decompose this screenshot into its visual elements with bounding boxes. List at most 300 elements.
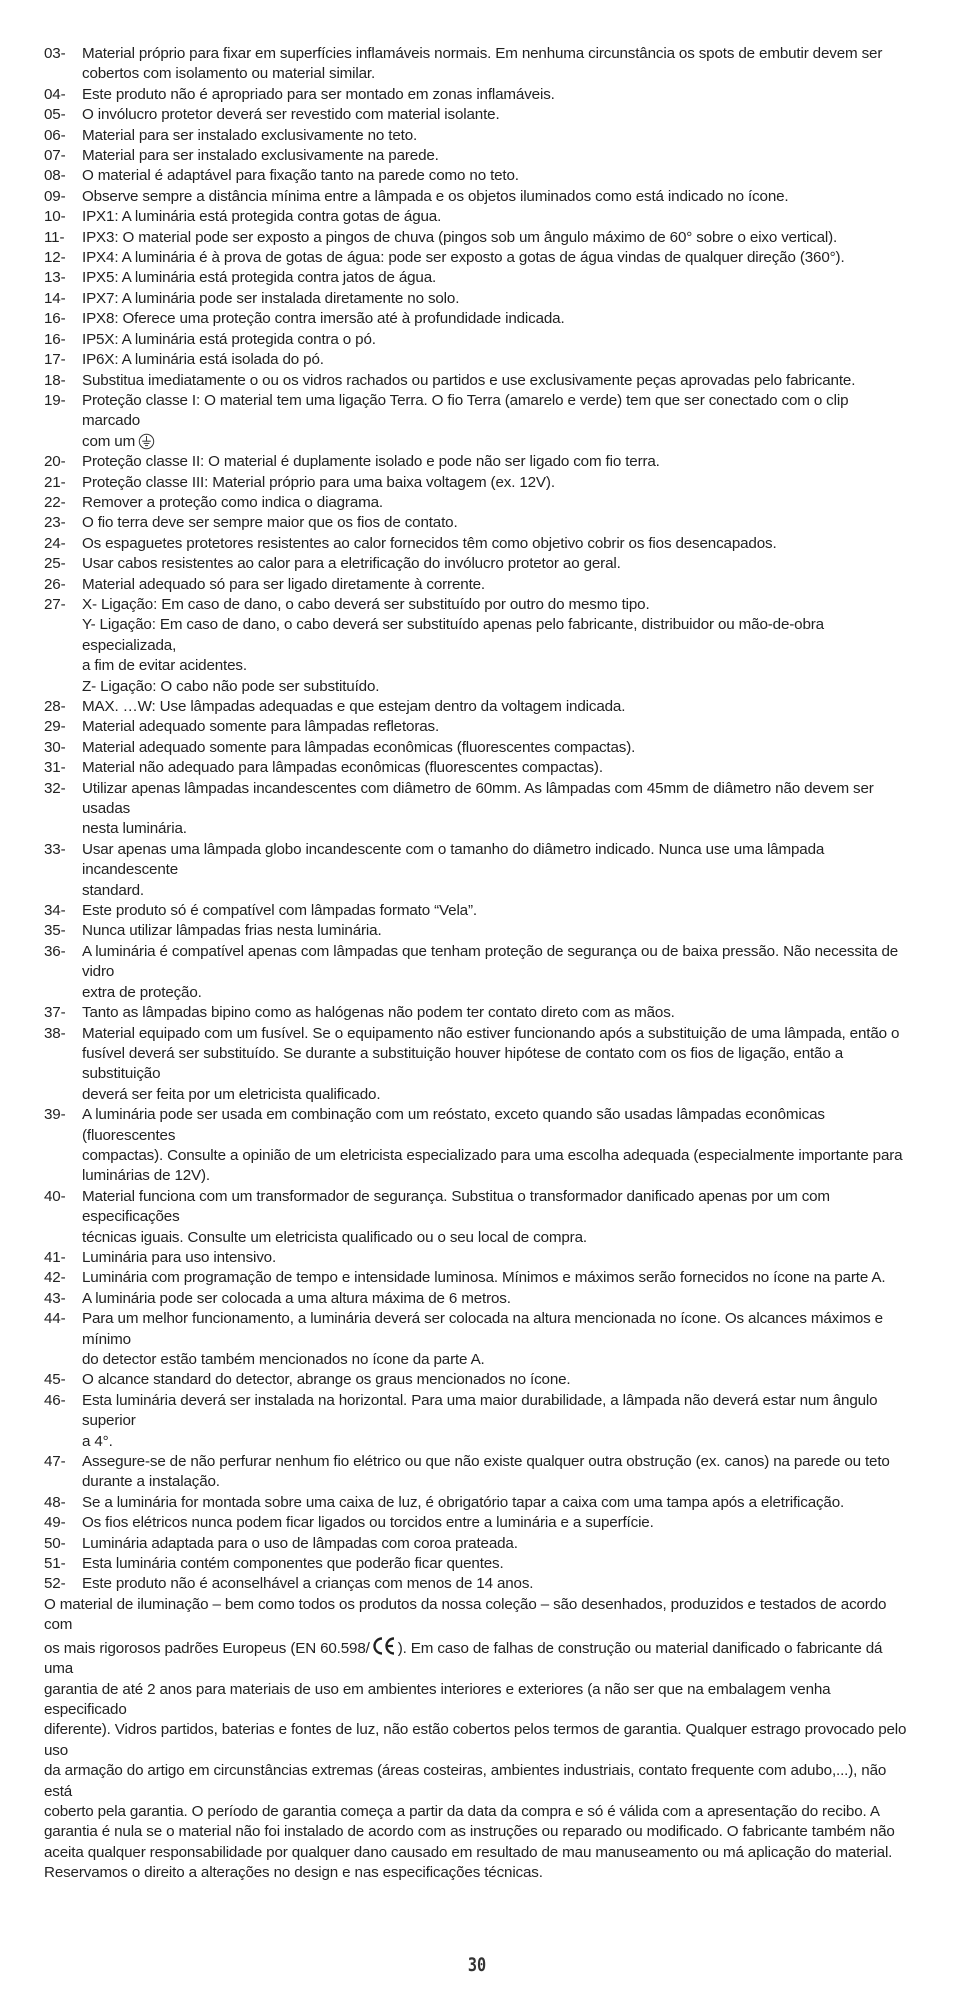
item-line-text: extra de proteção. <box>82 983 202 1001</box>
item-line <box>82 268 910 288</box>
list-item <box>44 942 910 1003</box>
item-line <box>82 187 910 207</box>
page-number: 30 <box>467 1954 487 1976</box>
warranty-text: ). Em caso de falhas de construção ou material danificado o fabricante dá uma <box>44 1639 883 1678</box>
list-item <box>44 840 910 901</box>
item-text <box>82 513 910 533</box>
item-number: 14- <box>44 289 66 307</box>
item-line <box>82 391 910 432</box>
item-line-text: Esta luminária contém componentes que poderão ficar quentes. <box>82 1555 504 1573</box>
list-item <box>44 473 910 493</box>
item-line-text: com um <box>82 432 136 450</box>
list-item <box>44 1003 910 1023</box>
item-line-text: O invólucro protetor deverá ser revestido com material isolante. <box>82 106 500 124</box>
item-line-text: Luminária para uso intensivo. <box>82 1248 277 1266</box>
warranty-line: Reservamos o direito a alterações no design e nas especificações técnicas. <box>44 1864 543 1882</box>
item-text <box>82 126 910 146</box>
item-line-text: Substitua imediatamente o ou os vidros rachados ou partidos e use exclusivamente peças aprovadas pelo fabricante. <box>82 371 856 389</box>
item-line <box>82 575 910 595</box>
item-text <box>82 758 910 778</box>
warranty-line: coberto pela garantia. O período de garantia começa a partir da data da compra e só é válida com a apresentação do recibo. A <box>44 1802 880 1820</box>
item-number: 12- <box>44 249 66 267</box>
item-number: 16- <box>44 330 66 348</box>
warranty-line: garantia é nula se o material não foi instalado de acordo com as instruções ou reparado ou modificado. O fabricante também não <box>44 1823 895 1841</box>
list-item <box>44 1574 910 1594</box>
item-line <box>82 1452 910 1472</box>
item-number: 09- <box>44 187 66 205</box>
item-line <box>82 350 910 370</box>
item-line <box>82 85 910 105</box>
item-line-text: Proteção classe III: Material próprio para uma baixa voltagem (ex. 12V). <box>82 473 555 491</box>
item-line <box>82 779 910 820</box>
item-line <box>82 330 910 350</box>
item-text <box>82 1391 910 1452</box>
list-item <box>44 513 910 533</box>
item-line <box>82 64 910 84</box>
item-text <box>82 1268 910 1288</box>
item-line-text: Assegure-se de não perfurar nenhum fio elétrico ou que não existe qualquer outra obstrução (ex. canos) na parede ou teto <box>82 1453 890 1471</box>
list-item <box>44 1493 910 1513</box>
item-number: 30- <box>44 738 66 756</box>
item-line-text: Se a luminária for montada sobre uma caixa de luz, é obrigatório tapar a caixa com uma tampa após a eletrificação. <box>82 1493 845 1511</box>
list-item <box>44 1554 910 1574</box>
item-number: 33- <box>44 840 66 858</box>
item-number: 11- <box>44 228 65 246</box>
item-line <box>82 881 910 901</box>
item-line <box>82 1289 910 1309</box>
list-item <box>44 595 910 697</box>
item-number: 08- <box>44 167 66 185</box>
list-item <box>44 268 910 288</box>
item-line <box>82 1003 910 1023</box>
item-line-text: compactas). Consulte a opinião de um eletricista especializado para uma escolha adequada (especialmente importante para <box>82 1146 903 1164</box>
item-line <box>82 656 910 676</box>
item-line <box>82 166 910 186</box>
item-line <box>82 1268 910 1288</box>
item-line-text: luminárias de 12V). <box>82 1167 210 1185</box>
item-line <box>82 1554 910 1574</box>
item-line-text: A luminária pode ser colocada a uma altura máxima de 6 metros. <box>82 1289 511 1307</box>
item-text <box>82 717 910 737</box>
list-item <box>44 493 910 513</box>
item-line <box>82 595 910 615</box>
warranty-line: garantia de até 2 anos para materiais de uso em ambientes interiores e exteriores (a não ser que na embalagem venha especificado <box>44 1680 831 1718</box>
list-item <box>44 391 910 452</box>
warranty-text: os mais rigorosos padrões Europeus (EN 60.598/ <box>44 1639 370 1657</box>
list-item <box>44 228 910 248</box>
item-text <box>82 1370 910 1390</box>
item-text <box>82 371 910 391</box>
list-item <box>44 1309 910 1370</box>
warranty-line: O material de iluminação – bem como todos os produtos da nossa coleção – são desenhados, produzidos e testados de acordo com <box>44 1595 887 1634</box>
item-number: 25- <box>44 555 66 573</box>
warranty-paragraph <box>44 1595 910 1884</box>
item-line <box>82 1391 910 1432</box>
list-item <box>44 758 910 778</box>
item-number: 10- <box>44 208 66 226</box>
item-number: 45- <box>44 1371 66 1389</box>
warranty-line: da armação do artigo em circunstâncias extremas (áreas costeiras, ambientes industriais, contato frequente com adubo,...), não está <box>44 1762 887 1800</box>
item-line-text: IP5X: A luminária está protegida contra o pó. <box>82 330 376 348</box>
item-text <box>82 44 910 85</box>
item-line-text: IPX4: A luminária é à prova de gotas de água: pode ser exposto a gotas de água vindas de qualquer direção (360°). <box>82 249 845 267</box>
item-number: 24- <box>44 534 66 552</box>
item-line <box>82 207 910 227</box>
item-number: 04- <box>44 85 66 103</box>
item-line-text: Y- Ligação: Em caso de dano, o cabo deverá ser substituído apenas pelo fabricante, distribuidor ou mão-de-obra especializada, <box>82 616 824 654</box>
list-item <box>44 697 910 717</box>
item-text <box>82 146 910 166</box>
item-text <box>82 452 910 472</box>
item-number: 26- <box>44 575 66 593</box>
item-line-text: Material funciona com um transformador de segurança. Substitua o transformador danificado apenas por um com especificações <box>82 1187 830 1226</box>
item-line-text: Luminária adaptada para o uso de lâmpadas com coroa prateada. <box>82 1534 518 1552</box>
item-number: 17- <box>44 351 66 369</box>
list-item <box>44 1248 910 1268</box>
item-number: 29- <box>44 718 66 736</box>
item-line-text: Material equipado com um fusível. Se o equipamento não estiver funcionando após a substituição de uma lâmpada, então o <box>82 1024 900 1042</box>
item-number: 18- <box>44 371 66 389</box>
item-text <box>82 921 910 941</box>
list-item <box>44 207 910 227</box>
item-line <box>82 1370 910 1390</box>
item-line-text: Para um melhor funcionamento, a luminária deverá ser colocada na altura mencionada no ícone. Os alcances máximos e mínimo <box>82 1310 883 1348</box>
list-item <box>44 901 910 921</box>
item-line <box>82 1534 910 1554</box>
item-line-text: IPX3: O material pode ser exposto a pingos de chuva (pingos sob um ângulo máximo de 60° sobre o eixo vertical). <box>82 228 838 246</box>
item-line-text: IPX5: A luminária está protegida contra jatos de água. <box>82 269 437 287</box>
item-text <box>82 187 910 207</box>
item-text <box>82 1309 910 1370</box>
item-line-text: deverá ser feita por um eletricista qualificado. <box>82 1085 381 1103</box>
item-line-text: Usar apenas uma lâmpada globo incandescente com o tamanho do diâmetro indicado. Nunca use uma lâmpada incandescente <box>82 840 825 879</box>
list-item <box>44 779 910 840</box>
item-number: 46- <box>44 1391 66 1409</box>
item-line-text: Material não adequado para lâmpadas econômicas (fluorescentes compactas). <box>82 759 603 777</box>
item-line <box>82 248 910 268</box>
item-line-text: Esta luminária deverá ser instalada na horizontal. Para uma maior durabilidade, a lâmpada não deverá estar num ângulo superior <box>82 1391 878 1430</box>
item-text <box>82 1187 910 1248</box>
item-text <box>82 534 910 554</box>
list-item <box>44 166 910 186</box>
item-line-text: do detector estão também mencionados no ícone da parte A. <box>82 1351 485 1368</box>
item-line <box>82 697 910 717</box>
item-text <box>82 309 910 329</box>
item-number: 34- <box>44 902 66 920</box>
item-line <box>82 717 910 737</box>
item-line-text: IPX8: Oferece uma proteção contra imersão até à profundidade indicada. <box>82 310 565 328</box>
item-number: 20- <box>44 453 66 471</box>
list-item <box>44 1534 910 1554</box>
item-line <box>82 513 910 533</box>
item-text <box>82 901 910 921</box>
list-item <box>44 1024 910 1106</box>
item-text <box>82 207 910 227</box>
item-line-text: O material é adaptável para fixação tanto na parede como no teto. <box>82 167 519 185</box>
item-line <box>82 1248 910 1268</box>
list-item <box>44 1105 910 1187</box>
list-item <box>44 44 910 85</box>
item-line <box>82 1024 910 1044</box>
item-text <box>82 330 910 350</box>
item-text <box>82 166 910 186</box>
item-line <box>82 1044 910 1085</box>
item-text <box>82 248 910 268</box>
item-line <box>82 677 910 697</box>
item-line-text: durante a instalação. <box>82 1473 220 1491</box>
item-text <box>82 391 910 452</box>
item-text <box>82 1452 910 1493</box>
item-number: 19- <box>44 391 66 409</box>
item-text <box>82 1493 910 1513</box>
item-line-text: Observe sempre a distância mínima entre a lâmpada e os objetos iluminados como está indicado no ícone. <box>82 187 789 205</box>
item-line <box>82 452 910 472</box>
item-line-text: Este produto não é aconselhável a crianças com menos de 14 anos. <box>82 1575 534 1593</box>
item-line <box>82 534 910 554</box>
item-line <box>82 942 910 983</box>
item-line <box>82 1187 910 1228</box>
item-number: 39- <box>44 1106 66 1124</box>
list-item <box>44 1289 910 1309</box>
item-line <box>82 1493 910 1513</box>
item-line <box>82 1309 910 1350</box>
item-line <box>82 1513 910 1533</box>
item-text <box>82 779 910 840</box>
item-number: 42- <box>44 1269 66 1287</box>
item-line-text: Z- Ligação: O cabo não pode ser substituído. <box>82 677 380 695</box>
item-text <box>82 228 910 248</box>
earth-ground-icon <box>138 433 155 450</box>
list-item <box>44 534 910 554</box>
item-line-text: Material adequado só para ser ligado diretamente à corrente. <box>82 575 485 593</box>
item-line-text: Utilizar apenas lâmpadas incandescentes com diâmetro de 60mm. As lâmpadas com 45mm de diâmetro não devem ser usadas <box>82 779 874 818</box>
item-line-text: Material adequado somente para lâmpadas refletoras. <box>82 718 440 736</box>
item-line-text: A luminária pode ser usada em combinação com um reóstato, exceto quando são usadas lâmpadas econômicas (fluorescentes <box>82 1106 825 1144</box>
item-line-text: standard. <box>82 881 144 899</box>
item-line-text: A luminária é compatível apenas com lâmpadas que tenham proteção de segurança ou de baixa pressão. Não necessita de vidro <box>82 942 899 981</box>
list-item <box>44 554 910 574</box>
item-text <box>82 738 910 758</box>
list-item <box>44 1187 910 1248</box>
item-number: 44- <box>44 1310 66 1328</box>
item-text <box>82 697 910 717</box>
warranty-line: diferente). Vidros partidos, baterias e fontes de luz, não estão cobertos pelos termos de garantia. Qualquer estrago provocado pelo uso <box>44 1721 907 1759</box>
item-number: 13- <box>44 269 66 287</box>
list-item <box>44 309 910 329</box>
item-line-text: Luminária com programação de tempo e intensidade luminosa. Mínimos e máximos serão fornecidos no ícone na parte A. <box>82 1269 886 1287</box>
item-line <box>82 738 910 758</box>
item-text <box>82 268 910 288</box>
item-line <box>82 840 910 881</box>
item-text <box>82 1289 910 1309</box>
item-text <box>82 350 910 370</box>
item-text <box>82 595 910 697</box>
item-line <box>82 1105 910 1146</box>
item-line-text: Remover a proteção como indica o diagrama. <box>82 493 383 511</box>
item-number: 16- <box>44 310 66 328</box>
instruction-list <box>44 44 910 1595</box>
item-line <box>82 1432 910 1452</box>
item-line <box>82 146 910 166</box>
item-line-text: Tanto as lâmpadas bipino como as halógenas não podem ter contato direto com as mãos. <box>82 1004 675 1022</box>
item-number: 31- <box>44 759 66 777</box>
item-number: 03- <box>44 45 66 62</box>
warranty-line <box>44 1636 910 1680</box>
item-line <box>82 615 910 656</box>
item-line-text: Material para ser instalado exclusivamente na parede. <box>82 147 439 165</box>
item-text <box>82 1534 910 1554</box>
item-line-text: Este produto não é apropriado para ser montado em zonas inflamáveis. <box>82 85 555 103</box>
item-number: 22- <box>44 493 66 511</box>
item-line <box>82 309 910 329</box>
item-number: 07- <box>44 147 66 165</box>
item-line-text: IPX1: A luminária está protegida contra gotas de água. <box>82 208 442 226</box>
item-line-text: MAX. …W: Use lâmpadas adequadas e que estejam dentro da voltagem indicada. <box>82 698 626 715</box>
list-item <box>44 575 910 595</box>
list-item <box>44 1391 910 1452</box>
item-line <box>82 1166 910 1186</box>
list-item <box>44 1452 910 1493</box>
item-text <box>82 1024 910 1106</box>
item-line-text: a 4°. <box>82 1432 113 1450</box>
item-number: 36- <box>44 942 66 960</box>
item-line <box>82 105 910 125</box>
item-number: 41- <box>44 1248 66 1266</box>
item-number: 43- <box>44 1289 66 1307</box>
list-item <box>44 248 910 268</box>
list-item <box>44 452 910 472</box>
item-line <box>82 493 910 513</box>
item-text <box>82 1248 910 1268</box>
document-body <box>44 44 910 1884</box>
list-item <box>44 738 910 758</box>
item-line <box>82 289 910 309</box>
item-text <box>82 840 910 901</box>
item-line <box>82 371 910 391</box>
item-line <box>82 1350 910 1370</box>
item-number: 49- <box>44 1514 66 1532</box>
item-line-text: fusível deverá ser substituído. Se durante a substituição houver hipótese de contato com os fios de ligação, então a substituição <box>82 1044 844 1083</box>
item-number: 38- <box>44 1024 66 1042</box>
item-line-text: IPX7: A luminária pode ser instalada diretamente no solo. <box>82 289 460 307</box>
item-line <box>82 228 910 248</box>
item-text <box>82 1105 910 1187</box>
item-number: 48- <box>44 1493 66 1511</box>
item-line-text: Material adequado somente para lâmpadas econômicas (fluorescentes compactas). <box>82 738 636 756</box>
list-item <box>44 371 910 391</box>
item-line-text: Este produto só é compatível com lâmpadas formato “Vela”. <box>82 902 477 920</box>
item-number: 52- <box>44 1575 66 1593</box>
item-line <box>82 126 910 146</box>
item-text <box>82 942 910 1003</box>
item-line <box>82 432 910 452</box>
list-item <box>44 1513 910 1533</box>
ce-mark-icon <box>372 1636 396 1656</box>
item-number: 21- <box>44 473 66 491</box>
list-item <box>44 350 910 370</box>
item-line-text: Nunca utilizar lâmpadas frias nesta luminária. <box>82 922 382 940</box>
item-line <box>82 1574 910 1594</box>
item-text <box>82 1003 910 1023</box>
item-number: 50- <box>44 1534 66 1552</box>
item-number: 28- <box>44 698 66 715</box>
list-item <box>44 85 910 105</box>
item-number: 40- <box>44 1187 66 1205</box>
list-item <box>44 717 910 737</box>
list-item <box>44 330 910 350</box>
item-line-text: X- Ligação: Em caso de dano, o cabo deverá ser substituído por outro do mesmo tipo. <box>82 595 650 613</box>
list-item <box>44 146 910 166</box>
item-line-text: Material próprio para fixar em superfícies inflamáveis normais. Em nenhuma circunstância os spots de embutir devem ser <box>82 45 883 62</box>
list-item <box>44 921 910 941</box>
list-item <box>44 289 910 309</box>
item-line-text: Usar cabos resistentes ao calor para a eletrificação do invólucro protetor ao geral. <box>82 555 621 573</box>
item-line <box>82 1228 910 1248</box>
item-line-text: O alcance standard do detector, abrange os graus mencionados no ícone. <box>82 1371 571 1389</box>
item-number: 05- <box>44 106 66 124</box>
item-text <box>82 1574 910 1594</box>
item-line-text: Proteção classe II: O material é duplamente isolado e pode não ser ligado com fio terra. <box>82 453 660 471</box>
item-line <box>82 819 910 839</box>
item-line <box>82 554 910 574</box>
item-line <box>82 983 910 1003</box>
list-item <box>44 105 910 125</box>
item-line-text: Material para ser instalado exclusivamente no teto. <box>82 126 418 144</box>
item-text <box>82 1513 910 1533</box>
item-text <box>82 1554 910 1574</box>
item-text <box>82 493 910 513</box>
item-text <box>82 289 910 309</box>
item-line-text: Proteção classe I: O material tem uma ligação Terra. O fio Terra (amarelo e verde) tem que ser conectado com o clip marcado <box>82 391 849 430</box>
list-item <box>44 126 910 146</box>
item-text <box>82 575 910 595</box>
item-number: 32- <box>44 779 66 797</box>
item-line <box>82 758 910 778</box>
item-line-text: IP6X: A luminária está isolada do pó. <box>82 351 324 369</box>
item-line <box>82 44 910 64</box>
item-text <box>82 105 910 125</box>
warranty-rest <box>44 1680 910 1884</box>
warranty-line: aceita qualquer responsabilidade por qualquer dano causado em resultado de mau manuseamento ou má aplicação do material. <box>44 1843 893 1861</box>
item-number: 27- <box>44 595 66 613</box>
item-line-text: Os fios elétricos nunca podem ficar ligados ou torcidos entre a luminária e a superfície. <box>82 1514 654 1532</box>
item-line <box>82 473 910 493</box>
item-number: 51- <box>44 1555 66 1573</box>
item-line-text: O fio terra deve ser sempre maior que os fios de contato. <box>82 514 458 532</box>
item-line-text: técnicas iguais. Consulte um eletricista qualificado ou o seu local de compra. <box>82 1228 587 1246</box>
item-line-text: Os espaguetes protetores resistentes ao calor fornecidos têm como objetivo cobrir os fios desencapados. <box>82 534 777 552</box>
item-number: 47- <box>44 1453 66 1471</box>
item-text <box>82 554 910 574</box>
item-line <box>82 1472 910 1492</box>
item-number: 06- <box>44 126 66 144</box>
item-line-text: a fim de evitar acidentes. <box>82 657 247 675</box>
list-item <box>44 187 910 207</box>
item-number: 35- <box>44 922 66 940</box>
list-item <box>44 1268 910 1288</box>
item-number: 23- <box>44 514 66 532</box>
list-item <box>44 1370 910 1390</box>
item-text <box>82 85 910 105</box>
item-text <box>82 473 910 493</box>
item-number: 37- <box>44 1004 66 1022</box>
item-line <box>82 1146 910 1166</box>
item-line <box>82 921 910 941</box>
item-line <box>82 1085 910 1105</box>
item-line-text: cobertos com isolamento ou material similar. <box>82 65 376 83</box>
item-line-text: nesta luminária. <box>82 820 187 838</box>
item-line <box>82 901 910 921</box>
